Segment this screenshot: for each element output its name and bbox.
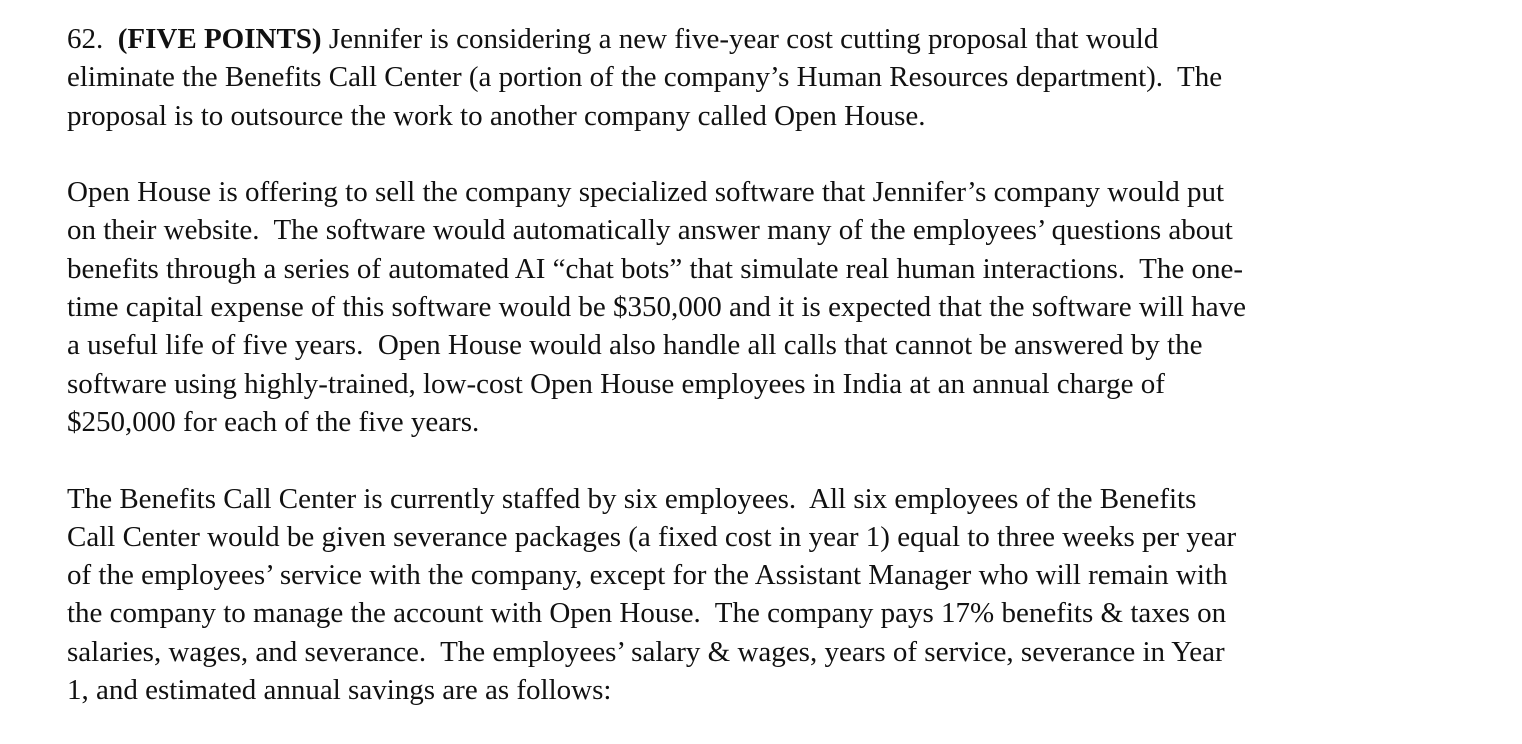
paragraph-line: salaries, wages, and severance. The employees’ salary & wages, years of service, severance in Year bbox=[67, 635, 1225, 668]
paragraph-open-house-offer bbox=[67, 173, 1507, 441]
paragraph-line: a useful life of five years. Open House would also handle all calls that cannot be answered by the bbox=[67, 329, 1203, 362]
paragraph-line: 1, and estimated annual savings are as follows: bbox=[67, 674, 612, 707]
paragraph-line: on their website. The software would automatically answer many of the employees’ questions about bbox=[67, 214, 1233, 247]
paragraph-intro bbox=[67, 20, 1507, 135]
paragraph-line: $250,000 for each of the five years. bbox=[67, 405, 480, 438]
question-number: 62. bbox=[67, 23, 104, 55]
paragraph-gap bbox=[67, 441, 1507, 479]
paragraph-line bbox=[67, 20, 1507, 58]
paragraph-line: The Benefits Call Center is currently staffed by six employees. All six employees of the Benefits bbox=[67, 482, 1197, 515]
paragraph-line: Call Center would be given severance packages (a fixed cost in year 1) equal to three weeks per year bbox=[67, 520, 1237, 553]
paragraph-line: Open House is offering to sell the company specialized software that Jennifer’s company would put bbox=[67, 176, 1225, 209]
paragraph-line: benefits through a series of automated AI “chat bots” that simulate real human interactions. The one- bbox=[67, 252, 1244, 285]
points-label: (FIVE POINTS) bbox=[117, 23, 322, 55]
paragraph-gap bbox=[67, 135, 1507, 173]
paragraph-line: time capital expense of this software would be $350,000 and it is expected that the software will have bbox=[67, 291, 1246, 324]
paragraph-line: proposal is to outsource the work to another company called Open House. bbox=[67, 99, 926, 132]
paragraph-call-center-staff bbox=[67, 480, 1507, 710]
paragraph-line: the company to manage the account with Open House. The company pays 17% benefits & taxes on bbox=[67, 597, 1227, 630]
question-document bbox=[67, 20, 1507, 709]
line-text: Jennifer is considering a new five-year cost cutting proposal that would bbox=[328, 23, 1159, 55]
paragraph-line: software using highly-trained, low-cost Open House employees in India at an annual charge of bbox=[67, 367, 1165, 400]
paragraph-line: eliminate the Benefits Call Center (a portion of the company’s Human Resources department). The bbox=[67, 61, 1223, 94]
paragraph-line: of the employees’ service with the company, except for the Assistant Manager who will remain with bbox=[67, 559, 1228, 592]
